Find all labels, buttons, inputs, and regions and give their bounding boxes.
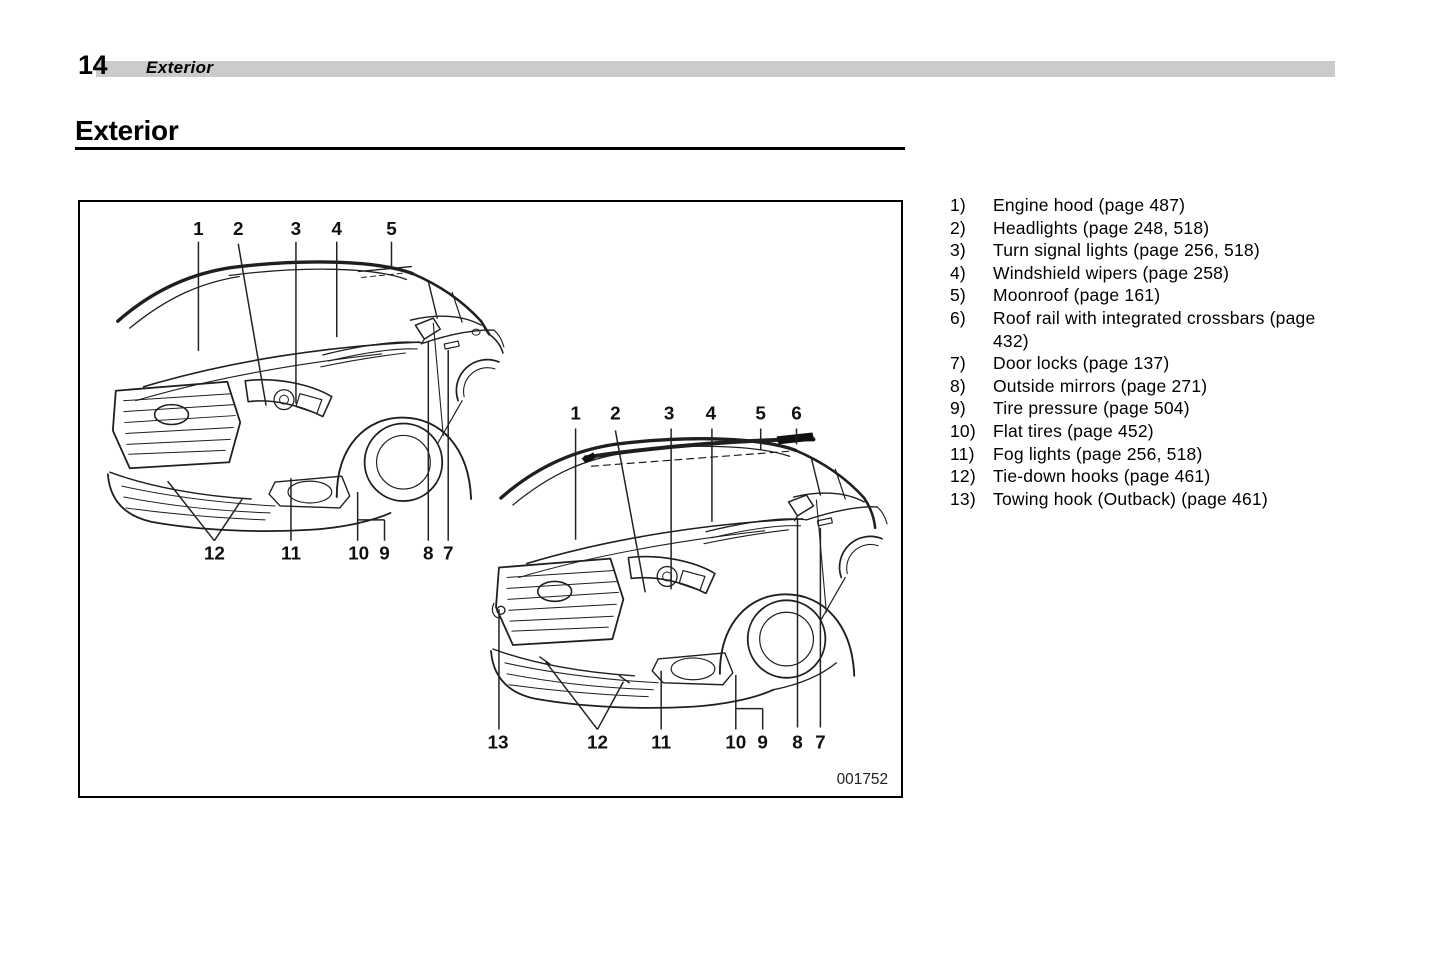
legend-item-3 bbox=[950, 239, 1352, 262]
legend-item-9 bbox=[950, 397, 1352, 420]
sedan-callout-4: 4 bbox=[331, 218, 343, 240]
legend-item-number: 2) bbox=[950, 217, 966, 238]
legend-item-text: Headlights (page 248, 518) bbox=[993, 217, 1210, 238]
legend-item-text: Flat tires (page 452) bbox=[993, 420, 1154, 441]
legend-item-11 bbox=[950, 443, 1352, 466]
legend-item-text: Outside mirrors (page 271) bbox=[993, 375, 1208, 396]
legend-item-number: 10) bbox=[950, 420, 976, 441]
section-title: Exterior bbox=[75, 115, 179, 146]
outback-callout-3: 3 bbox=[663, 403, 675, 425]
outback-callout-4: 4 bbox=[705, 403, 717, 425]
legend-item-text: Tire pressure (page 504) bbox=[993, 398, 1190, 419]
sedan-callout-7: 7 bbox=[442, 543, 454, 565]
outback-callout-2: 2 bbox=[610, 403, 621, 425]
legend-item-5 bbox=[950, 284, 1352, 307]
legend-item-text: Towing hook (Outback) (page 461) bbox=[993, 488, 1268, 509]
outback-callout-1: 1 bbox=[570, 403, 581, 425]
sedan-callout-10: 10 bbox=[348, 543, 370, 565]
figure-code: 001752 bbox=[836, 771, 889, 789]
sedan-drawing bbox=[108, 262, 504, 531]
sedan-callout-1: 1 bbox=[193, 218, 204, 240]
exterior-figure-box bbox=[78, 200, 903, 798]
legend-item-4 bbox=[950, 262, 1352, 285]
legend-item-number: 6) bbox=[950, 307, 966, 328]
legend-item-number: 5) bbox=[950, 285, 966, 306]
legend-item-6 bbox=[950, 307, 1352, 352]
exterior-diagram bbox=[80, 202, 901, 796]
legend-item-text: Tie-down hooks (page 461) bbox=[993, 466, 1211, 487]
legend-item-number: 1) bbox=[950, 195, 966, 215]
sedan-callout-8: 8 bbox=[423, 543, 434, 565]
legend-item-7 bbox=[950, 352, 1352, 375]
legend-item-text: Windshield wipers (page 258) bbox=[993, 262, 1230, 283]
legend-item-number: 11) bbox=[950, 443, 975, 464]
legend-item-number: 4) bbox=[950, 262, 966, 283]
outback-callout-13: 13 bbox=[487, 732, 509, 754]
outback-callout-9: 9 bbox=[757, 732, 768, 754]
outback-callout-12: 12 bbox=[586, 732, 608, 754]
outback-callout-11: 11 bbox=[651, 732, 672, 754]
legend-item-number: 7) bbox=[950, 353, 966, 374]
legend-item-12 bbox=[950, 465, 1352, 488]
header-section-label: Exterior bbox=[146, 58, 214, 77]
outback-callout-10: 10 bbox=[725, 732, 747, 754]
legend-item-2 bbox=[950, 217, 1352, 240]
outback-callout-8: 8 bbox=[792, 732, 803, 754]
legend-item-text: Door locks (page 137) bbox=[993, 353, 1170, 374]
legend-item-number: 9) bbox=[950, 398, 966, 419]
legend-item-number: 8) bbox=[950, 375, 966, 396]
sedan-callout-3: 3 bbox=[290, 218, 302, 240]
title-underline bbox=[75, 147, 905, 150]
outback-callout-5: 5 bbox=[755, 403, 766, 425]
sedan-callout-12: 12 bbox=[203, 543, 225, 565]
legend-item-8 bbox=[950, 375, 1352, 398]
legend-item-number: 12) bbox=[950, 466, 976, 487]
sedan-callout-5: 5 bbox=[386, 218, 397, 240]
legend-item-10 bbox=[950, 420, 1352, 443]
legend-item-text: Turn signal lights (page 256, 518) bbox=[993, 240, 1260, 261]
legend-item-text: Moonroof (page 161) bbox=[993, 285, 1161, 306]
outback-drawing bbox=[491, 432, 887, 707]
sedan-callout-9: 9 bbox=[379, 543, 390, 565]
legend-item-number: 13) bbox=[950, 488, 976, 509]
sedan-callout-2: 2 bbox=[232, 218, 244, 240]
legend-item-1 bbox=[950, 194, 1352, 217]
header-gray-bar bbox=[96, 61, 1335, 77]
page-number: 14 bbox=[78, 50, 108, 80]
legend-item-text: Fog lights (page 256, 518) bbox=[993, 443, 1203, 464]
outback-callout-6: 6 bbox=[791, 403, 802, 425]
legend-item-number: 3) bbox=[950, 240, 966, 261]
legend-list bbox=[950, 194, 1352, 510]
legend-item-13 bbox=[950, 488, 1352, 511]
outback-callout-7: 7 bbox=[815, 732, 826, 754]
legend-item-text: Engine hood (page 487) bbox=[993, 195, 1186, 215]
legend-item-text: Roof rail with integrated crossbars (page 432) bbox=[993, 307, 1316, 351]
sedan-callout-11: 11 bbox=[280, 543, 301, 565]
